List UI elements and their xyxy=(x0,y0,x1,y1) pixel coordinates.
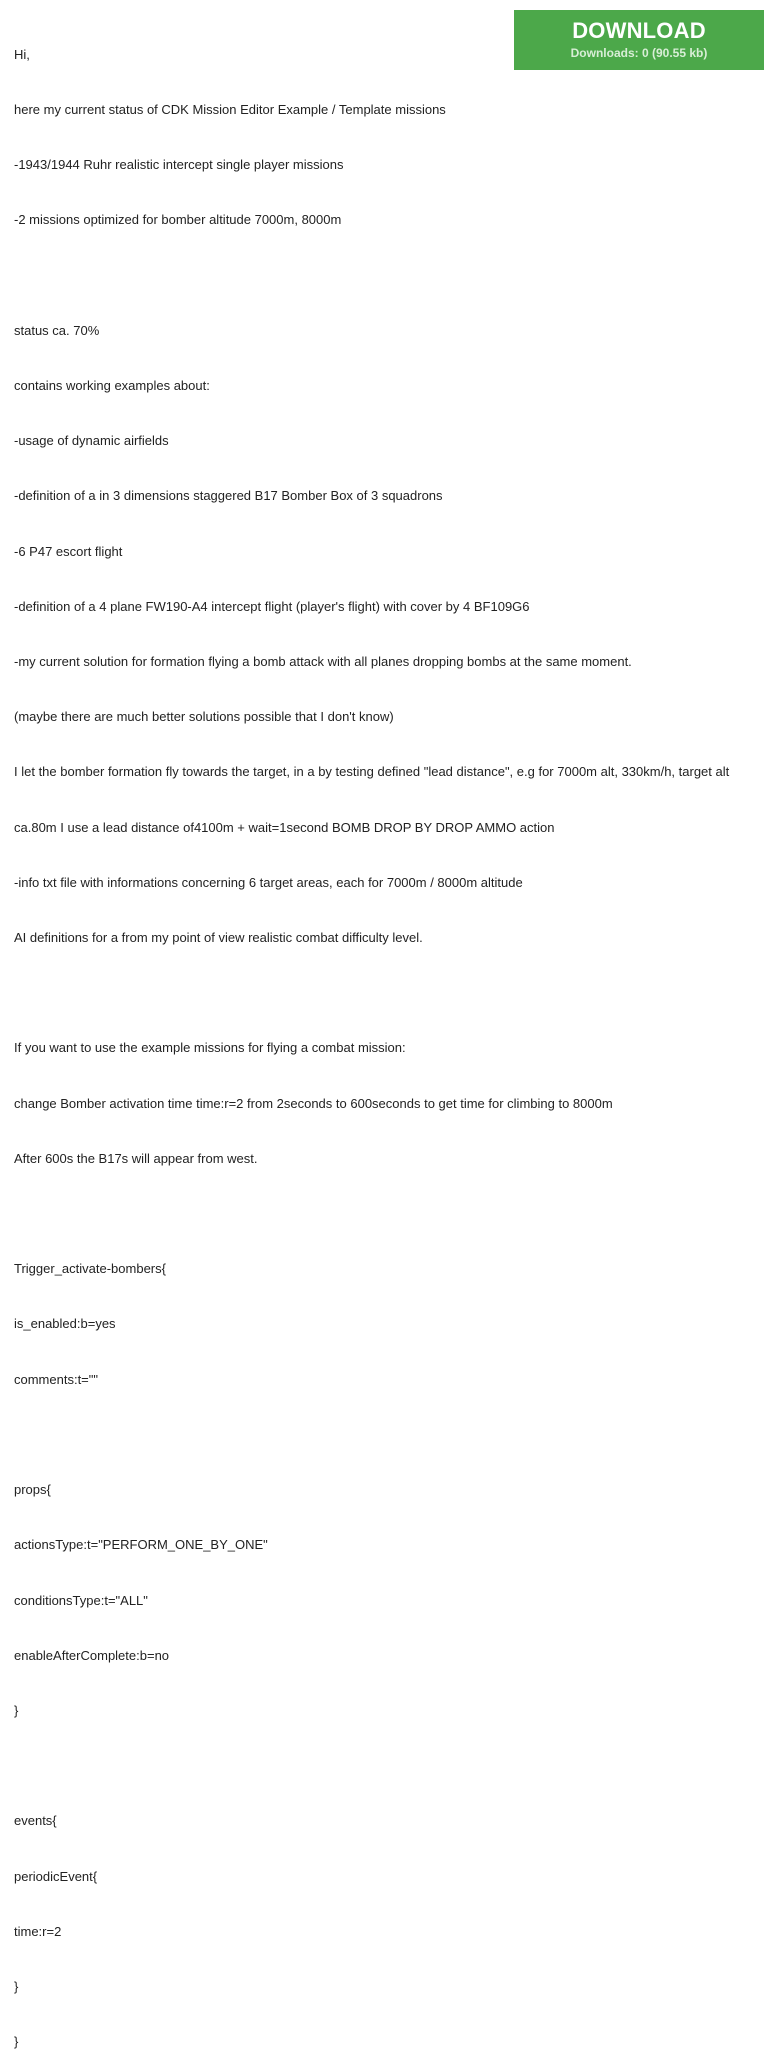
post-line: -1943/1944 Ruhr realistic intercept single player missions xyxy=(14,157,344,173)
post-line: -info txt file with informations concerning 6 target areas, each for 7000m / 8000m altitude xyxy=(14,874,523,890)
code-line: } xyxy=(14,2034,19,2050)
post-line: contains working examples about: xyxy=(14,378,210,394)
post-line: -2 missions optimized for bomber altitude 7000m, 8000m xyxy=(14,212,342,228)
post-line: -usage of dynamic airfields xyxy=(14,433,169,449)
post-line: here my current status of CDK Mission Editor Example / Template missions xyxy=(14,102,446,118)
code-line: props{ xyxy=(14,1482,51,1498)
code-line: } xyxy=(14,1702,19,1718)
post-body xyxy=(14,9,770,2070)
download-title: DOWNLOAD xyxy=(572,18,706,43)
post-line xyxy=(14,984,770,1002)
post-line: -definition of a 4 plane FW190-A4 intercept flight (player's flight) with cover by 4 BF109G6 xyxy=(14,598,530,614)
code-line: } xyxy=(14,1978,19,1994)
post-line: -my current solution for formation flying a bomb attack with all planes dropping bombs at the same moment. xyxy=(14,654,632,670)
post-line: If you want to use the example missions for flying a combat mission: xyxy=(14,1040,406,1056)
post-line: After 600s the B17s will appear from west. xyxy=(14,1150,258,1166)
code-line: time:r=2 xyxy=(14,1923,62,1939)
code-line: Trigger_activate-bombers{ xyxy=(14,1261,166,1277)
post-line: ca.80m I use a lead distance of4100m + wait=1second BOMB DROP BY DROP AMMO action xyxy=(14,819,555,835)
code-line xyxy=(14,1757,770,1775)
code-line: is_enabled:b=yes xyxy=(14,1316,116,1332)
post-line: AI definitions for a from my point of view realistic combat difficulty level. xyxy=(14,930,423,946)
post-line: I let the bomber formation fly towards the target, in a by testing defined "lead distance", e.g for 7000m alt, 330km/h, target alt xyxy=(14,764,730,780)
code-line: events{ xyxy=(14,1813,57,1829)
post-line xyxy=(14,267,770,285)
download-count: Downloads: 0 (90.55 kb) xyxy=(570,46,708,60)
post-line: -definition of a in 3 dimensions staggered B17 Bomber Box of 3 squadrons xyxy=(14,488,443,504)
code-line xyxy=(14,1426,770,1444)
code-line: periodicEvent{ xyxy=(14,1868,98,1884)
code-line: comments:t="" xyxy=(14,1371,99,1387)
code-line: actionsType:t="PERFORM_ONE_BY_ONE" xyxy=(14,1537,268,1553)
post-line: Hi, xyxy=(14,46,30,62)
post-line: -6 P47 escort flight xyxy=(14,543,123,559)
post-line: (maybe there are much better solutions possible that I don't know) xyxy=(14,709,394,725)
post-line: change Bomber activation time time:r=2 from 2seconds to 600seconds to get time for climbing to 8000m xyxy=(14,1095,613,1111)
code-line: conditionsType:t="ALL" xyxy=(14,1592,148,1608)
post-line: status ca. 70% xyxy=(14,322,100,338)
post-line xyxy=(14,1205,770,1223)
code-line: enableAfterComplete:b=no xyxy=(14,1647,170,1663)
